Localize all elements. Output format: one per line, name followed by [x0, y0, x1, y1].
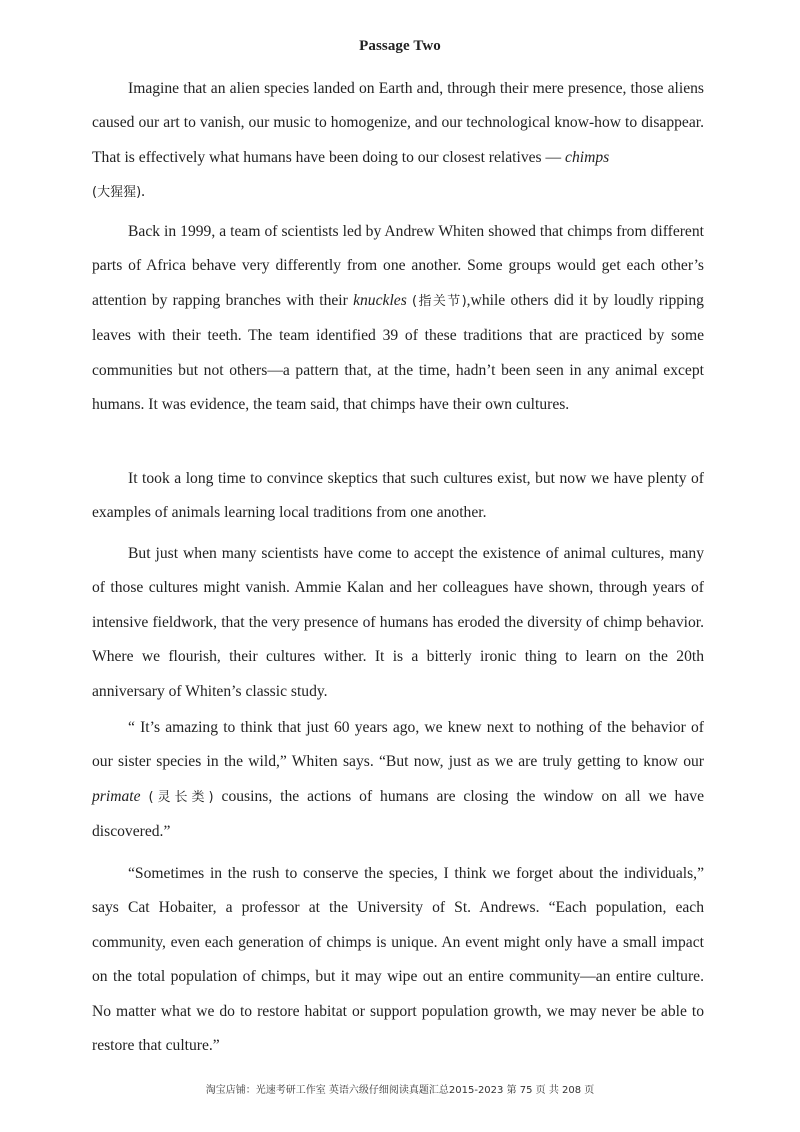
- paragraph-4: [92, 537, 704, 709]
- paragraph-3-text: It took a long time to convince skeptics that such cultures exist, but now we have plenty of examples of animals learning local traditions from one another.: [92, 470, 704, 522]
- paragraph-5: [92, 711, 704, 850]
- paragraph-5-end: cousins, the actions of humans are closing the window on all we have discovered.”: [92, 787, 704, 841]
- paragraph-2-gloss: (指关节): [412, 293, 467, 309]
- paragraph-1: [92, 72, 704, 211]
- paragraph-6-text: “Sometimes in the rush to conserve the species, I think we forget about the individuals,” says Cat Hobaiter, a professor at the University of St. Andrews. “Each population, each community, even each generation of chimps is unique. An event might only have a small impact on the total population of chimps, but it may wipe out an entire community—an entire culture. No matter what we do to restore habitat or support population growth, we may never be able to restore that culture.”: [92, 865, 704, 1055]
- paragraph-1-text: Imagine that an alien species landed on Earth and, through their mere presence, those aliens caused our art to vanish, our music to homogenize, and our technological know-how to disappear. That is effectively what humans have been doing to our closest relatives —: [92, 80, 704, 166]
- paragraph-5-text: “ It’s amazing to think that just 60 years ago, we knew next to nothing of the behavior of our sister species in the wild,” Whiten says. “But now, just as we are truly getting to know our: [92, 719, 704, 771]
- paragraph-5-gloss: (灵长类): [148, 789, 214, 805]
- paragraph-1-end: .: [141, 183, 146, 201]
- paragraph-2-text: Back in 1999, a team of scientists led by Andrew Whiten showed that chimps from different parts of Africa behave very differently from one another. Some groups would get each other’s attention by rapping branches with their: [92, 223, 704, 309]
- paragraph-6: [92, 857, 704, 1063]
- passage-title: Passage Two: [359, 38, 441, 54]
- paragraph-2-end: ,while others did it by loudly ripping leaves with their teeth. The team identified 39 of these traditions that are practiced by some communities but not others—a pattern that, at the time, hadn’t been seen in any animal except humans. It was evidence, the team said, that chimps have their own cultures.: [92, 291, 704, 414]
- page-footer: 淘宝店铺：光速考研工作室 英语六级仔细阅读真题汇总2015-2023 第 75 页 共 208 页: [205, 1085, 595, 1096]
- paragraph-1-term: chimps: [565, 148, 610, 166]
- paragraph-2: [92, 215, 704, 422]
- paragraph-5-term: primate: [92, 787, 141, 805]
- paragraph-4-text: But just when many scientists have come to accept the existence of animal cultures, many of those cultures might vanish. Ammie Kalan and her colleagues have shown, through years of intensive fieldwork, that the very presence of humans has eroded the diversity of chimp behavior. Where we flourish, their cultures wither. It is a bitterly ironic thing to learn on the 20th anniversary of Whiten’s classic study.: [92, 545, 704, 700]
- paragraph-2-term: knuckles: [353, 291, 407, 309]
- paragraph-1-gloss: (大猩猩): [92, 185, 142, 201]
- paragraph-3: [92, 462, 704, 531]
